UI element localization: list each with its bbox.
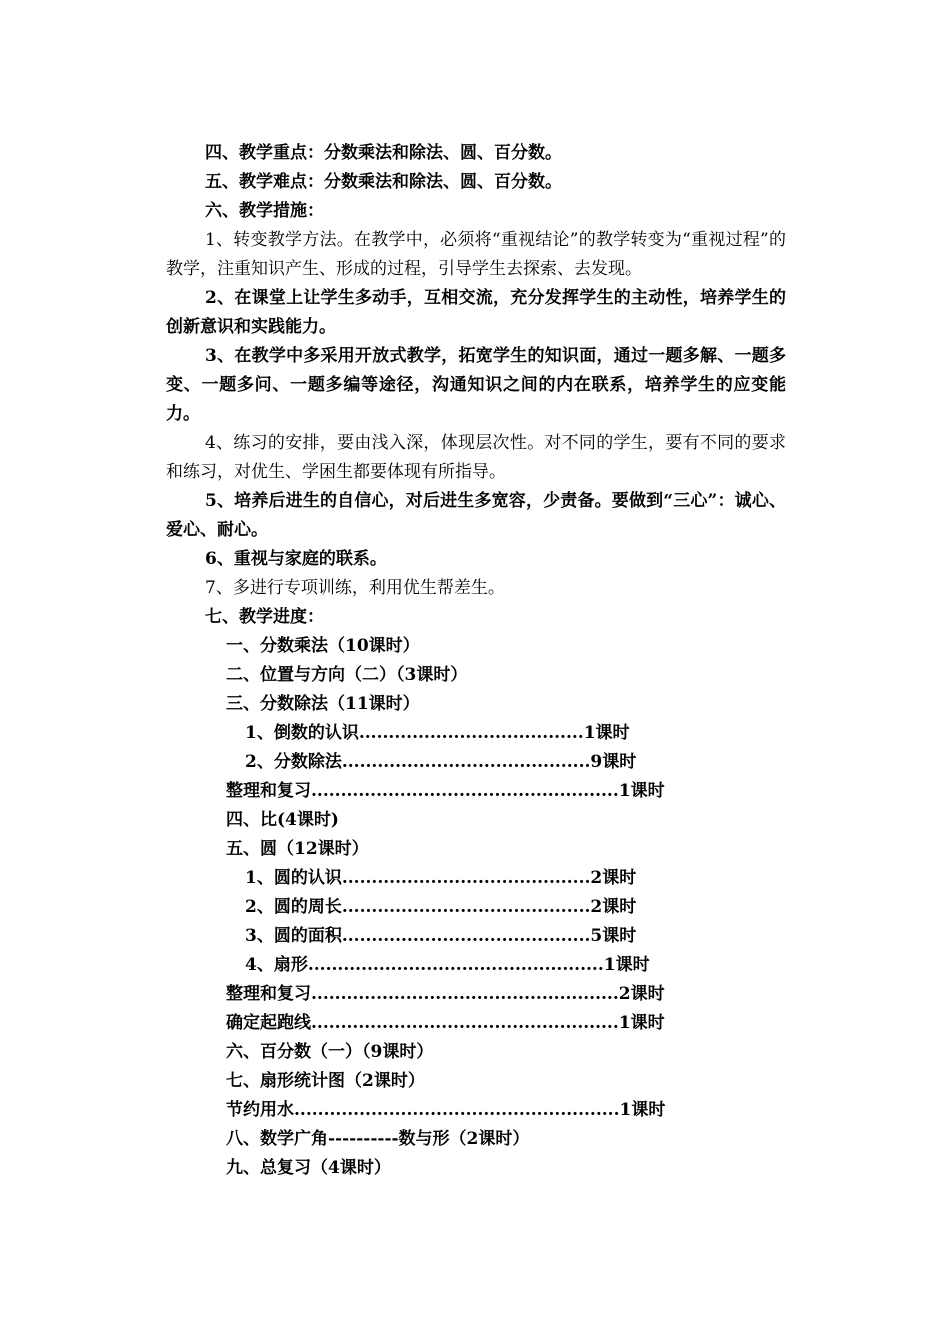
schedule-unit: 七、扇形统计图（2课时） <box>226 1071 425 1091</box>
schedule-unit: 一、分数乘法（10课时） <box>226 636 420 656</box>
schedule-lesson: 4、扇形..................................................1课时 <box>245 955 650 975</box>
schedule-lesson: 整理和复习....................................................2课时 <box>226 984 665 1004</box>
heading-teaching-measures: 六、教学措施： <box>205 201 324 221</box>
document-page <box>166 139 786 1183</box>
schedule-lesson: 节约用水.......................................................1课时 <box>226 1100 666 1120</box>
heading-teaching-focus: 四、教学重点：分数乘法和除法、圆、百分数。 <box>205 143 562 163</box>
measure-item: 4、练习的安排，要由浅入深，体现层次性。对不同的学生，要有不同的要求和练习，对优生、学困生都要体现有所指导。 <box>166 433 786 482</box>
schedule-unit: 九、总复习（4课时） <box>226 1158 391 1178</box>
measure-item: 2、在课堂上让学生多动手，互相交流，充分发挥学生的主动性，培养学生的创新意识和实践能力。 <box>166 288 786 337</box>
heading-teaching-difficulty: 五、教学难点：分数乘法和除法、圆、百分数。 <box>205 172 562 192</box>
measure-item: 5、培养后进生的自信心，对后进生多宽容，少责备。要做到“三心”：诚心、爱心、耐心。 <box>166 491 786 540</box>
schedule-lesson: 1、倒数的认识......................................1课时 <box>245 723 630 743</box>
schedule-lesson: 3、圆的面积..........................................5课时 <box>245 926 637 946</box>
heading-teaching-schedule: 七、教学进度： <box>205 607 324 627</box>
schedule-lesson: 2、分数除法..........................................9课时 <box>245 752 637 772</box>
schedule-unit: 六、百分数（一）（9课时） <box>226 1042 434 1062</box>
measure-item: 6、重视与家庭的联系。 <box>205 549 387 569</box>
measure-item: 3、在教学中多采用开放式教学，拓宽学生的知识面，通过一题多解、一题多变、一题多问、一题多编等途径，沟通知识之间的内在联系，培养学生的应变能力。 <box>166 346 786 424</box>
schedule-lesson: 整理和复习....................................................1课时 <box>226 781 665 801</box>
schedule-unit: 八、数学广角----------数与形（2课时） <box>226 1129 530 1149</box>
schedule-lesson: 确定起跑线....................................................1课时 <box>226 1013 665 1033</box>
schedule-unit: 三、分数除法（11课时） <box>226 694 420 714</box>
schedule-unit: 四、比(4课时) <box>226 810 339 830</box>
schedule-unit: 五、圆（12课时） <box>226 839 369 859</box>
schedule-lesson: 1、圆的认识..........................................2课时 <box>245 868 637 888</box>
schedule-lesson: 2、圆的周长..........................................2课时 <box>245 897 637 917</box>
measure-item: 7、多进行专项训练，利用优生帮差生。 <box>205 578 505 598</box>
measure-item: 1、转变教学方法。在教学中，必须将“重视结论”的教学转变为“重视过程”的教学，注重知识产生、形成的过程，引导学生去探索、去发现。 <box>166 230 786 279</box>
schedule-unit: 二、位置与方向（二）（3课时） <box>226 665 468 685</box>
